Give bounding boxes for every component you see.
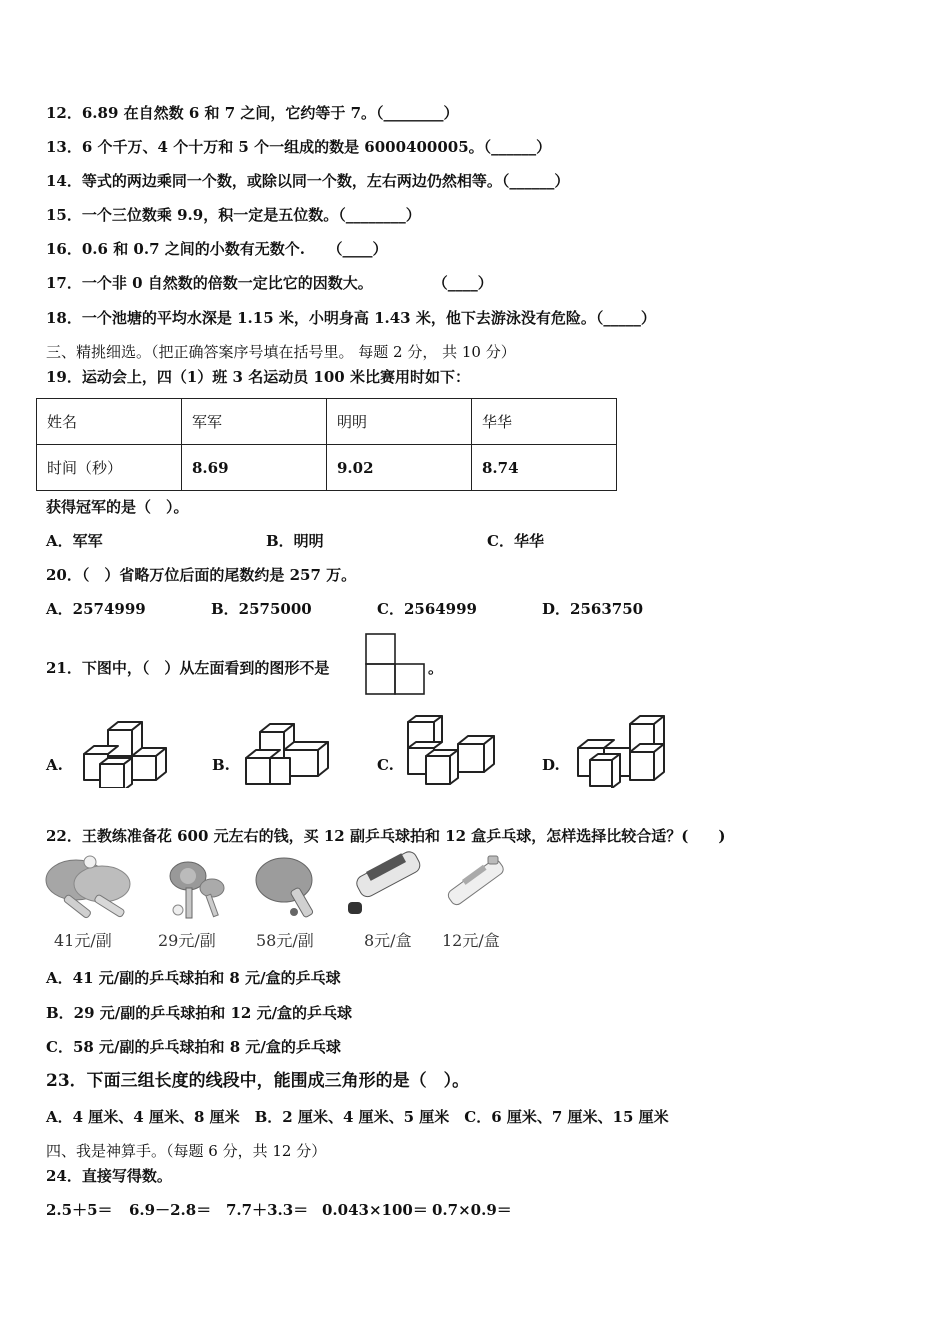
question-22: 22．王教练准备花 600 元左右的钱，买 12 副乒乓球拍和 12 盒乒乓球，怎样选择比较合适？( ) xyxy=(46,827,726,845)
paddle-41-icon xyxy=(42,850,138,926)
option-b: B．2575000 xyxy=(211,600,312,618)
table-cell: 华华 xyxy=(472,399,617,445)
question-23: 23．下面三组长度的线段中，能围成三角形的是（ ）。 xyxy=(46,1071,470,1091)
cube-figure-d xyxy=(574,712,670,788)
option-a: A．41 元/副的乒乓球拍和 8 元/盒的乒乓球 xyxy=(46,969,341,987)
calc-item: 6.9－2.8＝ xyxy=(129,1201,212,1219)
question-21: 21．下图中，（ ）从左面看到的图形不是 xyxy=(46,659,330,677)
left-view-figure xyxy=(364,632,428,696)
ball-box-12-icon xyxy=(438,850,514,926)
calc-item: 0.043×100＝ xyxy=(322,1201,428,1219)
calc-item: 0.7×0.9＝ xyxy=(432,1201,512,1219)
question-19-prompt: 获得冠军的是（ ）。 xyxy=(46,498,189,516)
cube-figure-b xyxy=(242,716,334,788)
figure-label-d: D. xyxy=(542,756,560,774)
table-cell: 8.69 xyxy=(182,445,327,491)
price-label: 41元/副 xyxy=(54,931,112,950)
question-12: 12．6.89 在自然数 6 和 7 之间，它约等于 7。（________） xyxy=(46,104,459,122)
table-cell: 时间（秒） xyxy=(37,445,182,491)
cube-figure-a xyxy=(78,712,170,788)
table-cell: 姓名 xyxy=(37,399,182,445)
table-header-row xyxy=(37,399,617,445)
option-a: A．军军 xyxy=(46,532,103,550)
price-label: 8元/盒 xyxy=(364,931,412,950)
question-19: 19．运动会上，四（1）班 3 名运动员 100 米比赛用时如下： xyxy=(46,368,470,386)
race-time-table xyxy=(36,398,617,491)
price-label: 12元/盒 xyxy=(442,931,500,950)
calc-item: 2.5＋5＝ xyxy=(46,1201,113,1219)
table-cell: 军军 xyxy=(182,399,327,445)
table-row xyxy=(37,445,617,491)
table-cell: 9.02 xyxy=(327,445,472,491)
question-20: 20．（ ）省略万位后面的尾数约是 257 万。 xyxy=(46,566,357,584)
option-a: A．2574999 xyxy=(46,600,146,618)
question-15: 15．一个三位数乘 9.9，积一定是五位数。（________） xyxy=(46,206,421,224)
question-18: 18．一个池塘的平均水深是 1.15 米，小明身高 1.43 米，他下去游泳没有危险。（_____） xyxy=(46,309,656,327)
table-cell: 明明 xyxy=(327,399,472,445)
question-14: 14．等式的两边乘同一个数，或除以同一个数，左右两边仍然相等。（______） xyxy=(46,172,570,190)
option-c: C．2564999 xyxy=(377,600,477,618)
question-21-end: 。 xyxy=(428,659,444,677)
question-23-options: A．4 厘米、4 厘米、8 厘米 B．2 厘米、4 厘米、5 厘米 C．6 厘米、7 厘米、15 厘米 xyxy=(46,1108,669,1126)
figure-label-c: C. xyxy=(377,756,394,774)
section-4-heading: 四、我是神算手。（每题 6 分，共 12 分） xyxy=(46,1142,327,1160)
figure-label-b: B. xyxy=(212,756,230,774)
question-17: 17．一个非 0 自然数的倍数一定比它的因数大。 （____） xyxy=(46,274,493,292)
cube-figure-c xyxy=(402,712,498,788)
price-label: 58元/副 xyxy=(256,931,314,950)
option-b: B．29 元/副的乒乓球拍和 12 元/盒的乒乓球 xyxy=(46,1004,353,1022)
option-c: C．58 元/副的乒乓球拍和 8 元/盒的乒乓球 xyxy=(46,1038,341,1056)
question-16: 16．0.6 和 0.7 之间的小数有无数个. （____） xyxy=(46,240,388,258)
option-d: D．2563750 xyxy=(542,600,644,618)
ball-box-8-icon xyxy=(344,850,424,926)
paddle-29-icon xyxy=(156,850,232,926)
question-13: 13．6 个千万、4 个十万和 5 个一组成的数是 6000400005。（______） xyxy=(46,138,552,156)
table-cell: 8.74 xyxy=(472,445,617,491)
price-label: 29元/副 xyxy=(158,931,216,950)
calc-item: 7.7＋3.3＝ xyxy=(226,1201,309,1219)
option-b: B．明明 xyxy=(266,532,324,550)
option-c: C．华华 xyxy=(487,532,544,550)
section-3-heading: 三、精挑细选。（把正确答案序号填在括号里。 每题 2 分， 共 10 分） xyxy=(46,343,516,361)
paddle-58-icon xyxy=(252,850,328,926)
question-24: 24．直接写得数。 xyxy=(46,1167,172,1185)
figure-label-a: A. xyxy=(46,756,63,774)
